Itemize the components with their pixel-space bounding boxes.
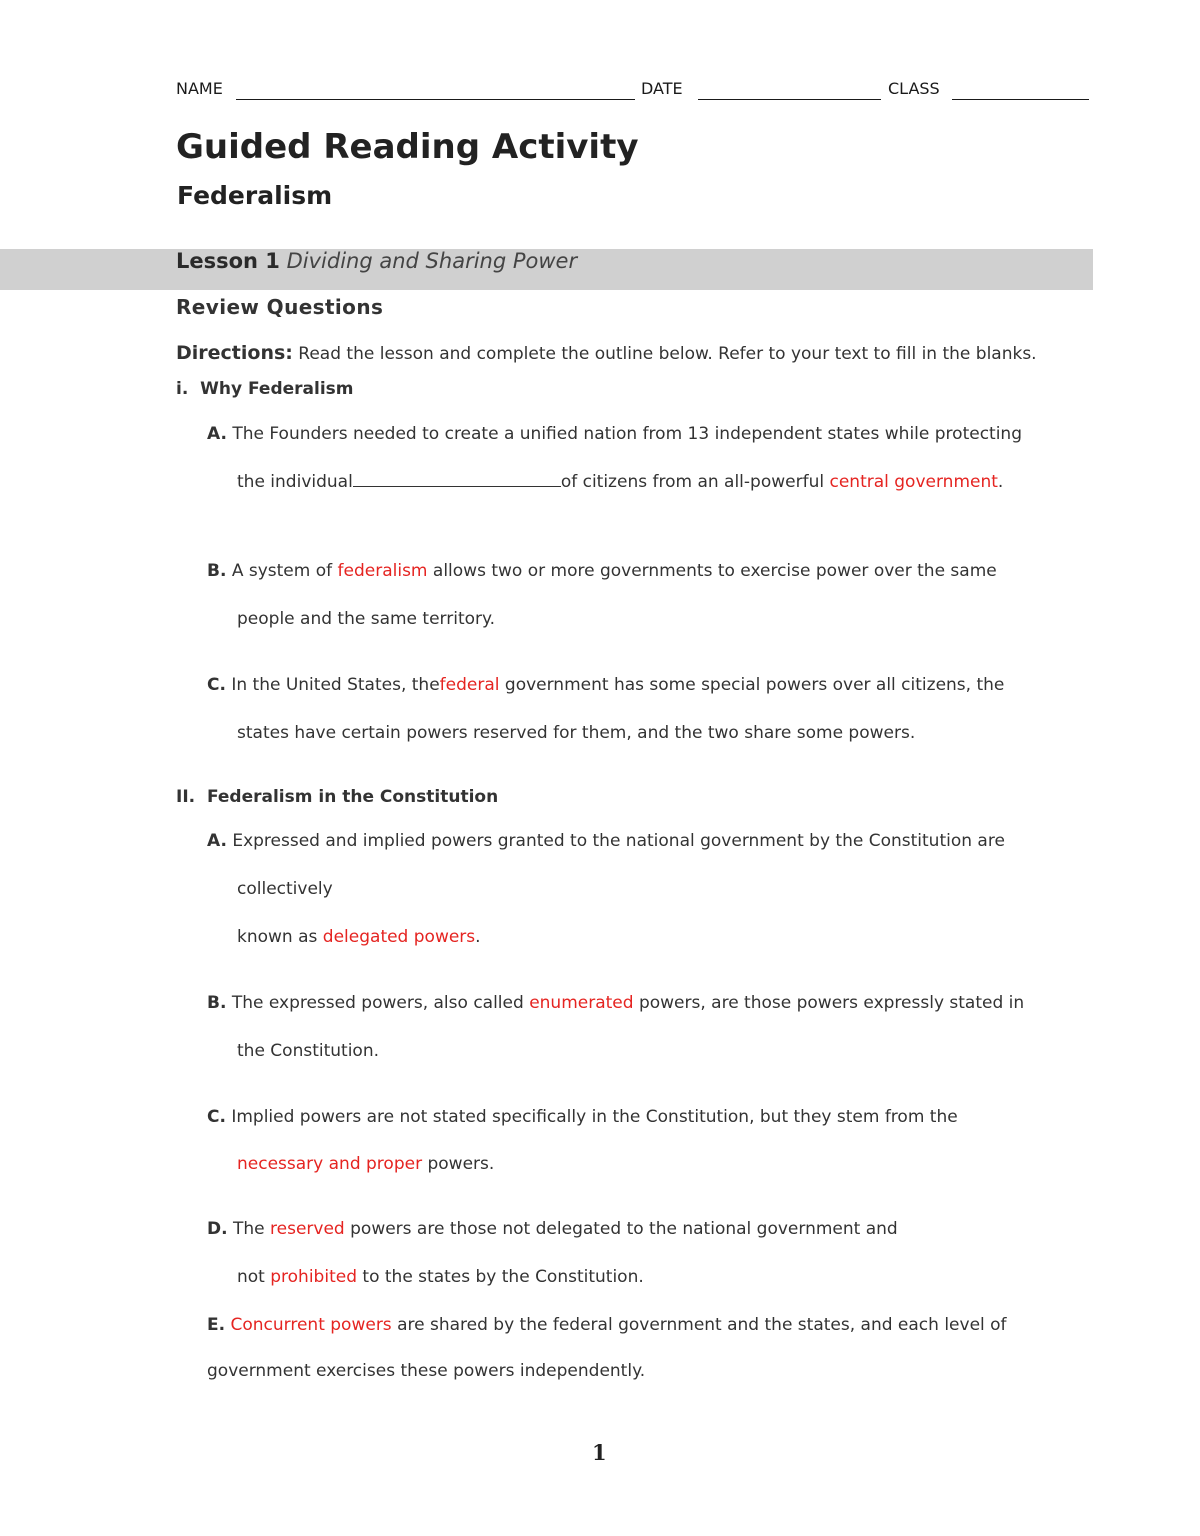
page-title: Guided Reading Activity [176, 127, 639, 167]
item-2d-line-1 [207, 1219, 898, 1239]
item-1c-marker: C. [207, 675, 226, 695]
item-1a-text-2a: the individual [237, 472, 353, 492]
item-1a-text-1: The Founders needed to create a unified nation from 13 independent states while protecting [232, 424, 1022, 444]
answer-reserved: reserved [270, 1219, 345, 1239]
item-1a-text-2b: of citizens from an all-powerful [560, 472, 825, 492]
item-1b-text-1a: A system of [231, 561, 333, 581]
item-1c-line-1 [207, 675, 1004, 695]
item-2c-text-2b: powers. [427, 1154, 495, 1174]
item-1b-marker: B. [207, 561, 227, 581]
item-1b-text-1b: allows two or more governments to exercise power over the same [432, 561, 997, 581]
answer-central-government: central government [829, 472, 998, 492]
directions-text: Read the lesson and complete the outline below. Refer to your text to fill in the blanks. [298, 344, 1037, 364]
fill-in-blank[interactable] [353, 472, 561, 487]
answer-necessary-and-proper: necessary and proper [237, 1154, 423, 1174]
section-2-marker: II. [176, 787, 196, 807]
item-2c-line-2 [237, 1154, 494, 1174]
answer-federal: federal [439, 675, 500, 695]
item-2c-text-1: Implied powers are not stated specifically in the Constitution, but they stem from the [231, 1107, 958, 1127]
date-label: DATE [641, 79, 683, 98]
item-2b-line-2: the Constitution. [237, 1041, 380, 1061]
item-2a-period: . [475, 927, 481, 947]
page-number: 1 [592, 1440, 607, 1465]
directions [176, 342, 1037, 364]
answer-federalism: federalism [337, 561, 428, 581]
item-2a-line-2: collectively [237, 879, 333, 899]
date-blank[interactable] [698, 99, 881, 100]
item-1a-line-1 [207, 424, 1022, 444]
item-2a-marker: A. [207, 831, 227, 851]
name-blank[interactable] [236, 99, 635, 100]
item-1b-line-2: people and the same territory. [237, 609, 496, 629]
item-2b-text-1a: The expressed powers, also called [231, 993, 524, 1013]
item-2e-text-1b: are shared by the federal government and the states, and each level of [397, 1315, 1007, 1335]
section-1-title: Why Federalism [200, 379, 354, 399]
item-2d-text-2a: not [237, 1267, 265, 1287]
item-2a-line-1 [207, 831, 1005, 851]
section-2-title: Federalism in the Constitution [206, 787, 499, 807]
answer-concurrent-powers: Concurrent powers [230, 1315, 392, 1335]
section-2-heading [176, 787, 498, 807]
item-2b-line-1 [207, 993, 1024, 1013]
item-1c-text-1b: government has some special powers over all citizens, the [504, 675, 1005, 695]
directions-label: Directions: [176, 342, 293, 364]
section-1-marker: i. [176, 379, 189, 399]
item-2c-marker: C. [207, 1107, 226, 1127]
item-2d-text-2b: to the states by the Constitution. [362, 1267, 644, 1287]
item-2b-text-1b: powers, are those powers expressly stated in [638, 993, 1025, 1013]
item-2e-line-2: government exercises these powers independently. [207, 1361, 646, 1381]
lesson-name: Dividing and Sharing Power [286, 249, 578, 273]
class-blank[interactable] [952, 99, 1089, 100]
answer-delegated-powers: delegated powers [322, 927, 476, 947]
item-2d-text-1a: The [232, 1219, 265, 1239]
item-1a-period: . [997, 472, 1004, 492]
item-2d-line-2 [237, 1267, 644, 1287]
lesson-heading [176, 249, 577, 273]
item-2d-text-1b: powers are those not delegated to the national government and [350, 1219, 898, 1239]
item-2b-marker: B. [207, 993, 227, 1013]
lesson-label: Lesson 1 [176, 249, 280, 273]
item-2a-line-3 [237, 927, 481, 947]
item-2a-text-3a: known as [237, 927, 318, 947]
item-1b-line-1 [207, 561, 997, 581]
item-2e-marker: E. [207, 1315, 226, 1335]
answer-prohibited: prohibited [270, 1267, 357, 1287]
review-heading: Review Questions [176, 295, 384, 319]
item-1c-line-2: states have certain powers reserved for them, and the two share some powers. [237, 723, 916, 743]
item-2a-text-1: Expressed and implied powers granted to the national government by the Constitution are [232, 831, 1005, 851]
page-subtitle: Federalism [177, 181, 333, 210]
item-2d-marker: D. [207, 1219, 228, 1239]
item-2c-line-1 [207, 1107, 958, 1127]
item-2e-line-1 [207, 1315, 1007, 1335]
answer-enumerated: enumerated [529, 993, 634, 1013]
section-1-heading [176, 379, 354, 399]
item-1a-marker: A. [207, 424, 227, 444]
name-label: NAME [176, 79, 223, 98]
class-label: CLASS [888, 79, 940, 98]
item-1c-text-1a: In the United States, the [231, 675, 440, 695]
item-1a-line-2 [237, 472, 1003, 492]
